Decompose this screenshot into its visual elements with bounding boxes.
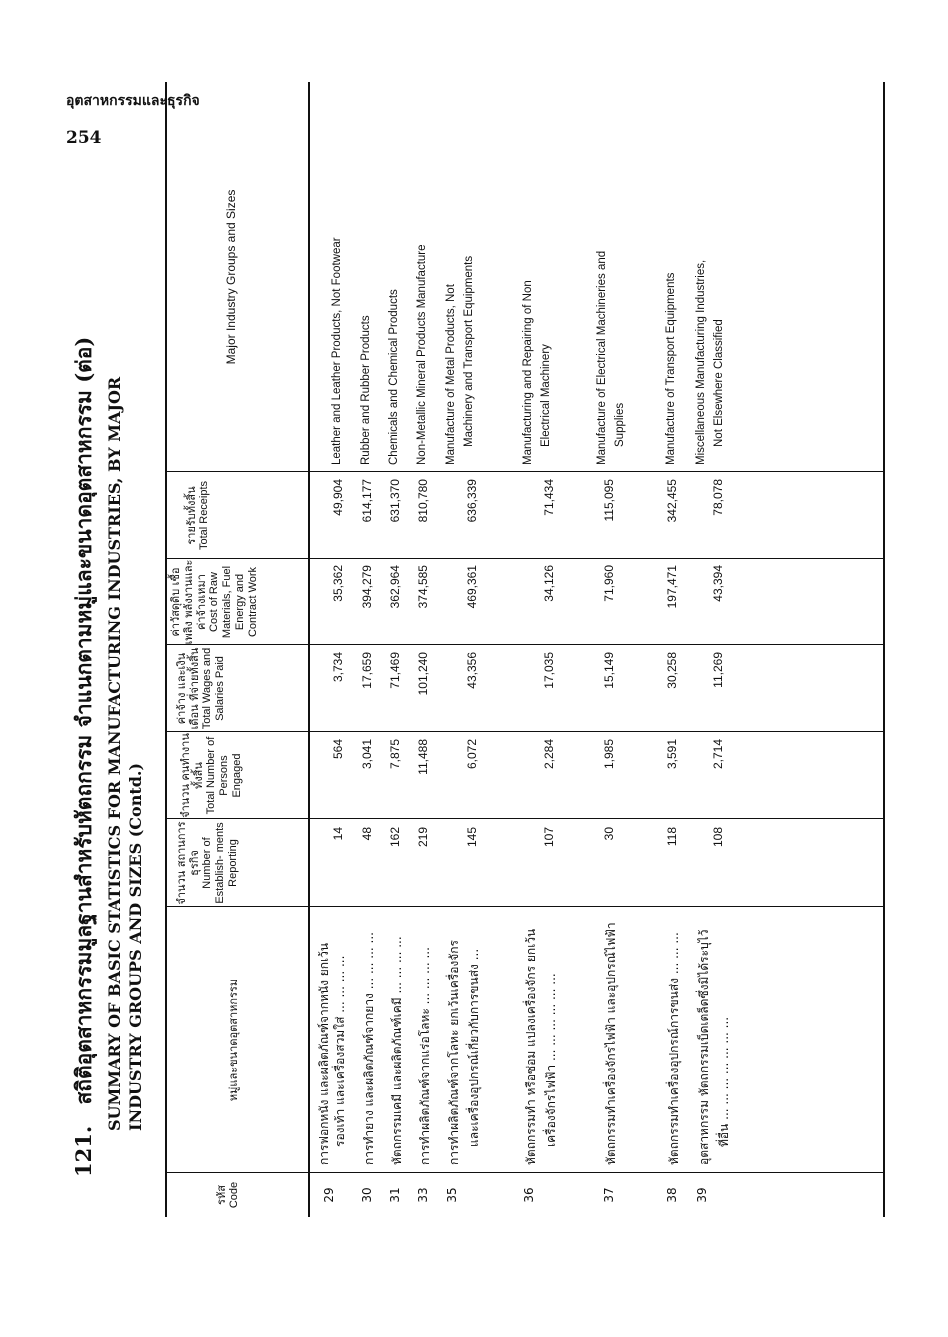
title-thai: สถิติอุตสาหกรรมมูลฐานสำหรับหัตถกรรม จำแนกตามหมู่และขนาดอุตสาหกรรม (ต่อ) xyxy=(71,336,96,1105)
table-number: 121. xyxy=(71,1125,96,1177)
header-cost: ค่าวัสดุดิบ เชื้อเพลิง พลังงานและ ค่าจ้างเหมา Cost of Raw Materials, Fuel Energy and Contract Work xyxy=(169,559,259,645)
column-rule xyxy=(165,471,885,472)
header-code: รหัส Code xyxy=(215,1181,240,1209)
column-rule xyxy=(165,731,885,732)
title-english-line1: SUMMARY OF BASIC STATISTICS FOR MANUFACTURING INDUSTRIES, BY MAJOR xyxy=(105,376,124,1131)
running-head: อุตสาหกรรมและธุรกิจ xyxy=(66,93,200,109)
column-rule xyxy=(165,818,885,819)
header-rule xyxy=(308,82,310,1217)
table-bottom-rule xyxy=(883,82,885,1217)
table-title xyxy=(68,97,145,1177)
header-receipts: รายรับทั้งสิ้น Total Receipts xyxy=(185,480,210,551)
header-establishments: จำนวน สถานการ ธุรกิจ Number of Establish- ments Reporting xyxy=(175,821,239,905)
statistics-table: รหัส Code หมู่และขนาดอุตสาหกรรม จำนวน สถานการ ธุรกิจ Number of Establish- ments Reporting จำนวน คนทำงาน ทั้งสิ้น Total Number of Persons Engaged ค่าจ้าง และเงินเดือน ที่จ่ายทั้งสิ้น Total Wages and Salaries Paid ค่าวัสดุดิบ เชื้อเพลิง พลังงานและ ค่าจ้างเหมา Cost of Raw Materials, Fuel Energy and Contract Work รายรับทั้งสิ้น Total Receipts Major Industry Groups and Sizes 29 การฟอกหนัง และผลิตภัณฑ์จากหนัง ยกเว้น รองเท้า และเครื่องสวมใส่ ... ... ... ... 14 564 3,734 35,362 49,904 Leather and Leather Products, Not Footwear 30 การทำยาง และผลิตภัณฑ์จากยาง ... ... ... ... 48 3,041 17,659 394,279 614,177 Rubber and Rubber Products 31 หัตถกรรมเคมี และผลิตภัณฑ์เคมี ... ... ... ... 162 7,875 71,469 362,964 631,370 Chemicals and Chemical Products 33 การทำผลิตภัณฑ์จากแร่อโลหะ ... ... ... ... 219 11,488 101,240 374,585 810,780 Non-Metallic Mineral Products Manufacture 35 การทำผลิตภัณฑ์จากโลหะ ยกเว้นเครื่องจักร และเครื่องอุปกรณ์เกี่ยวกับการขนส่ง ... 145 6,072 43,356 469,361 636,339 Manufacture of Metal Products, Not Machinery and Transport Equipments 36 หัตถกรรมทำ หรือซ่อม แปลงเครื่องจักร ยกเว้น เครื่องจักรไฟฟ้า ... ... ... ... ... ... 107 2,284 17,035 34,126 71,434 Manufacturing and Repairing of Non Electrical Machinery 37 หัตถกรรมทำเครื่องจักรไฟฟ้า และอุปกรณ์ไฟฟ้า 30 1,985 15,149 71,960 115,095 Manufacture of Electrical Machineries and Supplies 38 หัตถกรรมทำเครื่องอุปกรณ์การขนส่ง ... ... ... 118 3,591 30,258 197,471 342,455 Manufacture of Transport Equipments 39 อุตสาหกรรม หัตถกรรมเบ็ดเตล็ดซึ่งมิได้ระบุไว้ ที่อื่น ... ... ... ... ... ... ... 108 2,714 11,269 43,394 78,078 Miscellaneous Manufacturing Industries, Not Elsewhere Classified xyxy=(165,82,885,1217)
column-rule xyxy=(165,558,885,559)
page-number: 254 xyxy=(66,128,102,148)
table-top-rule xyxy=(165,82,167,1217)
column-rule xyxy=(165,906,885,907)
title-english-line2: INDUSTRY GROUPS AND SIZES (Contd.) xyxy=(126,762,145,1131)
header-wages: ค่าจ้าง และเงินเดือน ที่จ่ายทั้งสิ้น Total Wages and Salaries Paid xyxy=(175,647,226,730)
header-persons: จำนวน คนทำงาน ทั้งสิ้น Total Number of Persons Engaged xyxy=(179,733,243,818)
column-rule xyxy=(165,644,885,645)
column-rule xyxy=(165,1172,885,1173)
header-group-english: Major Industry Groups and Sizes xyxy=(224,189,238,365)
header-group-thai: หมู่และขนาดอุตสาหกรรม xyxy=(227,978,240,1102)
